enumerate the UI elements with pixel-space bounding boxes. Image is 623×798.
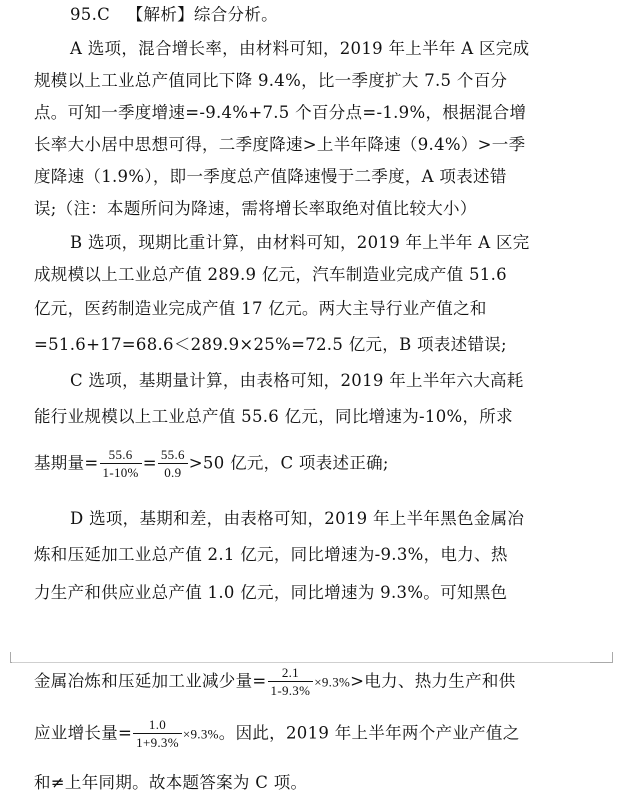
question-header — [70, 4, 278, 26]
paragraph-a-line: A 选项，混合增长率，由材料可知，2019 年上半年 A 区完成 — [70, 39, 530, 58]
page-corner-mark — [590, 652, 613, 663]
fraction: $\frac{55.6}{1-10\%}$ — [100, 448, 142, 480]
paragraph-b-line: =51.6+17=68.6＜289.9×25%=72.5 亿元，B 项表述错误; — [34, 335, 507, 354]
paragraph-d-line: D 选项，基期和差，由表格可知，2019 年上半年黑色金属冶 — [70, 509, 525, 528]
paragraph-d-line: 炼和压延加工业总产值 2.1 亿元，同比增速为-9.3%，电力、热 — [34, 545, 508, 564]
paragraph-a-line: 规模以上工业总产值同比下降 9.4%，比一季度扩大 7.5 个百分 — [34, 71, 508, 90]
page-break-rule — [12, 662, 611, 663]
paragraph-a-line: 误;（注：本题所问为降速，需将增长率取绝对值比较大小） — [34, 199, 477, 218]
paragraph-b-line: B 选项，现期比重计算，由材料可知，2019 年上半年 A 区完 — [70, 233, 530, 252]
base-period-formula: 基期量= $\frac{55.6}{1-10\%}$ = $\frac{55.6}{0.9}$ >50 亿元，C 项表述正确; — [34, 447, 389, 480]
paragraph-c-line: C 选项，基期量计算，由表格可知，2019 年上半年六大高耗 — [70, 371, 524, 390]
paragraph-a-line: 点。可知一季度增速=-9.4%+7.5 个百分点=-1.9%，根据混合增 — [34, 103, 527, 122]
decrease-formula: 金属冶炼和压延加工业减少量= $\frac{2.1}{1-9.3\%}$ ×9.3%>电力、热力生产和供 — [34, 665, 516, 698]
fraction: $\frac{2.1}{1-9.3\%}$ — [268, 666, 314, 698]
fraction: $\frac{55.6}{0.9}$ — [158, 448, 188, 480]
paragraph-b-line: 亿元，医药制造业完成产值 17 亿元。两大主导行业产值之和 — [34, 299, 487, 318]
paragraph-a-line: 度降速（1.9%），即一季度总产值降速慢于二季度，A 项表述错 — [34, 167, 507, 186]
paragraph-c-line: 能行业规模以上工业总产值 55.6 亿元，同比增速为-10%，所求 — [34, 407, 513, 426]
fraction: $\frac{1.0}{1+9.3\%}$ — [133, 718, 182, 750]
paragraph-d-line: 力生产和供应业总产值 1.0 亿元，同比增速为 9.3%。可知黑色 — [34, 583, 508, 602]
conclusion-line: 和≠上年同期。故本题答案为 C 项。 — [34, 773, 308, 792]
paragraph-b-line: 成规模以上工业总产值 289.9 亿元，汽车制造业完成产值 51.6 — [34, 265, 507, 284]
paragraph-a-line: 长率大小居中思想可得，二季度降速>上半年降速（9.4%）>一季 — [34, 135, 526, 154]
increase-formula: 应业增长量= $\frac{1.0}{1+9.3\%}$ ×9.3%。因此，2019 年上半年两个产业产值之 — [34, 717, 520, 750]
analysis-label: 【解析】综合分析。 — [126, 5, 278, 24]
answer-number: 95.C — [70, 5, 111, 24]
